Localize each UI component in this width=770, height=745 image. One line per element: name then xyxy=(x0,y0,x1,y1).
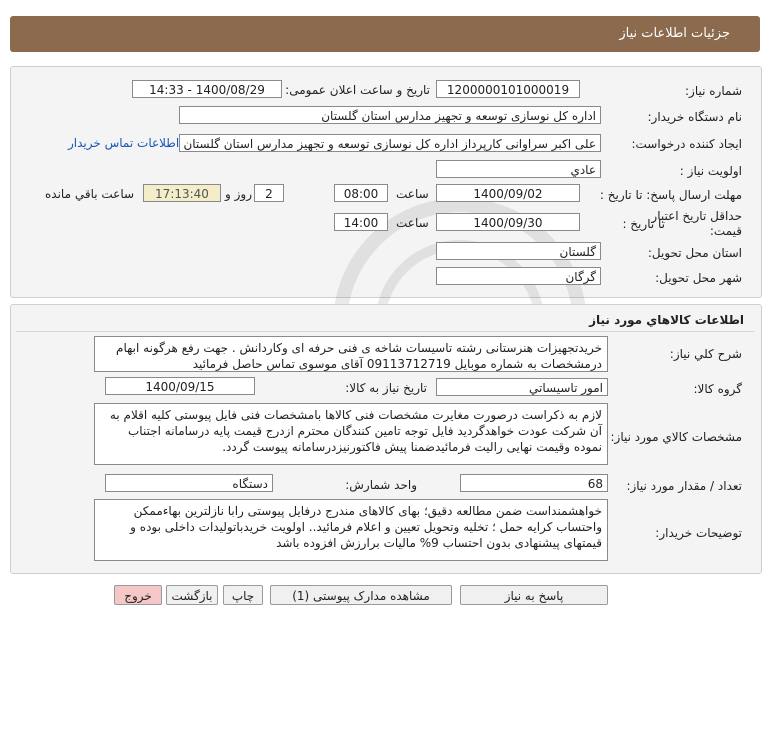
goods-group-label: گروه کالا: xyxy=(693,382,742,396)
need-number-field: 1200000101000019 xyxy=(436,80,580,98)
print-button[interactable]: چاپ xyxy=(223,585,263,605)
view-attachments-button[interactable]: مشاهده مدارک پیوستی (1) xyxy=(270,585,452,605)
specs-field: لازم به ذکراست درصورت مغایرت مشخصات فنی کالاها بامشخصات فنی فایل پیوستی کلیه اقلام به آن شرکت عودت خواهدگردید فایل توجه تامین کنندگان محترم ازدرج قیمت پایه درسامانه اجتناب نموده وقیمت نهایی رالیت فرمائیدضمنا پیش فاکتورنیزدرسامانه پیوست گردد. xyxy=(94,403,608,465)
deadline-label: مهلت ارسال پاسخ: تا تاریخ : xyxy=(599,188,742,202)
page-title-bar xyxy=(10,16,760,52)
city-label: شهر محل تحویل: xyxy=(655,271,742,285)
buyer-org-field: اداره کل نوسازی توسعه و تجهیز مدارس استان گلستان xyxy=(179,106,601,124)
days-label: روز و xyxy=(225,187,252,201)
need-date-label: تاریخ نیاز به کالا: xyxy=(345,381,427,395)
remaining-time-label: ساعت باقي مانده xyxy=(45,187,135,201)
deadline-time-field: 08:00 xyxy=(334,184,388,202)
need-info-panel xyxy=(10,66,762,298)
validity-to-label: تا تاریخ : xyxy=(622,217,665,231)
unit-label: واحد شمارش: xyxy=(345,478,417,492)
priority-field: عادي xyxy=(436,160,601,178)
announce-datetime-field: 1400/08/29 - 14:33 xyxy=(132,80,282,98)
need-number-label: شماره نیاز: xyxy=(685,84,742,98)
buyer-org-label: نام دستگاه خریدار: xyxy=(647,110,742,124)
general-desc-field: خریدتجهیزات هنرستانی رشته تاسیسات شاخه ی فنی حرفه ای وکاردانش . جهت رفع هرگونه ابهام درمشخصات به شماره موبایل 09113712719 آقای موسوی تماس حاصل فرمائید xyxy=(94,336,608,372)
validity-label-line2: قیمت: xyxy=(709,224,742,238)
validity-date-field: 1400/09/30 xyxy=(436,213,580,231)
quantity-field: 68 xyxy=(460,474,608,492)
deadline-date-field: 1400/09/02 xyxy=(436,184,580,202)
reply-to-need-button[interactable]: پاسخ به نیاز xyxy=(460,585,608,605)
validity-time-field: 14:00 xyxy=(334,213,388,231)
city-field: گرگان xyxy=(436,267,601,285)
general-desc-label: شرح کلي نياز: xyxy=(669,347,742,361)
page-title: جزئیات اطلاعات نیاز xyxy=(619,26,730,41)
requester-field: علی اکبر سراوانی کارپرداز اداره کل نوسازی توسعه و تجهیز مدارس استان گلستان xyxy=(179,134,601,152)
unit-field: دستگاه xyxy=(105,474,273,492)
announce-datetime-label: تاریخ و ساعت اعلان عمومی: xyxy=(285,83,430,97)
buyer-notes-label: توضیحات خریدار: xyxy=(655,526,742,540)
remaining-time-field: 17:13:40 xyxy=(143,184,221,202)
need-date-field: 1400/09/15 xyxy=(105,377,255,395)
goods-section-title: اطلاعات کالاهاي مورد نياز xyxy=(589,313,744,327)
priority-label: اولویت نیاز : xyxy=(679,164,742,178)
validity-label-line1: حداقل تاریخ اعتبار xyxy=(651,209,742,223)
exit-button[interactable]: خروج xyxy=(114,585,162,605)
buyer-contact-link[interactable]: اطلاعات تماس خریدار xyxy=(68,136,180,150)
buyer-notes-field: خواهشمنداست ضمن مطالعه دقیق؛ بهای کالاهای مندرج درفایل پیوستی رابا نازلترین بهاءممکن واحتساب کرایه حمل ؛ تخلیه وتحویل تعیین و اعلام فرمائید.. اولویت خریدباتولیدات داخلی بوده و قیمتهای پیشنهادی بدون احتساب 9% مالیات برارزش افزوده باشد xyxy=(94,499,608,561)
requester-label: ایجاد کننده درخواست: xyxy=(631,137,742,151)
deadline-time-label: ساعت xyxy=(396,187,429,201)
goods-group-field: امور تاسیساتي xyxy=(436,378,608,396)
back-button[interactable]: بازگشت xyxy=(166,585,218,605)
goods-section-divider xyxy=(16,331,754,332)
quantity-label: تعداد / مقدار مورد نیاز: xyxy=(626,479,742,493)
province-field: گلستان xyxy=(436,242,601,260)
specs-label: مشخصات کالاي مورد نياز: xyxy=(610,430,742,444)
remaining-days-field: 2 xyxy=(254,184,284,202)
validity-time-label: ساعت xyxy=(396,216,429,230)
province-label: استان محل تحویل: xyxy=(647,246,742,260)
